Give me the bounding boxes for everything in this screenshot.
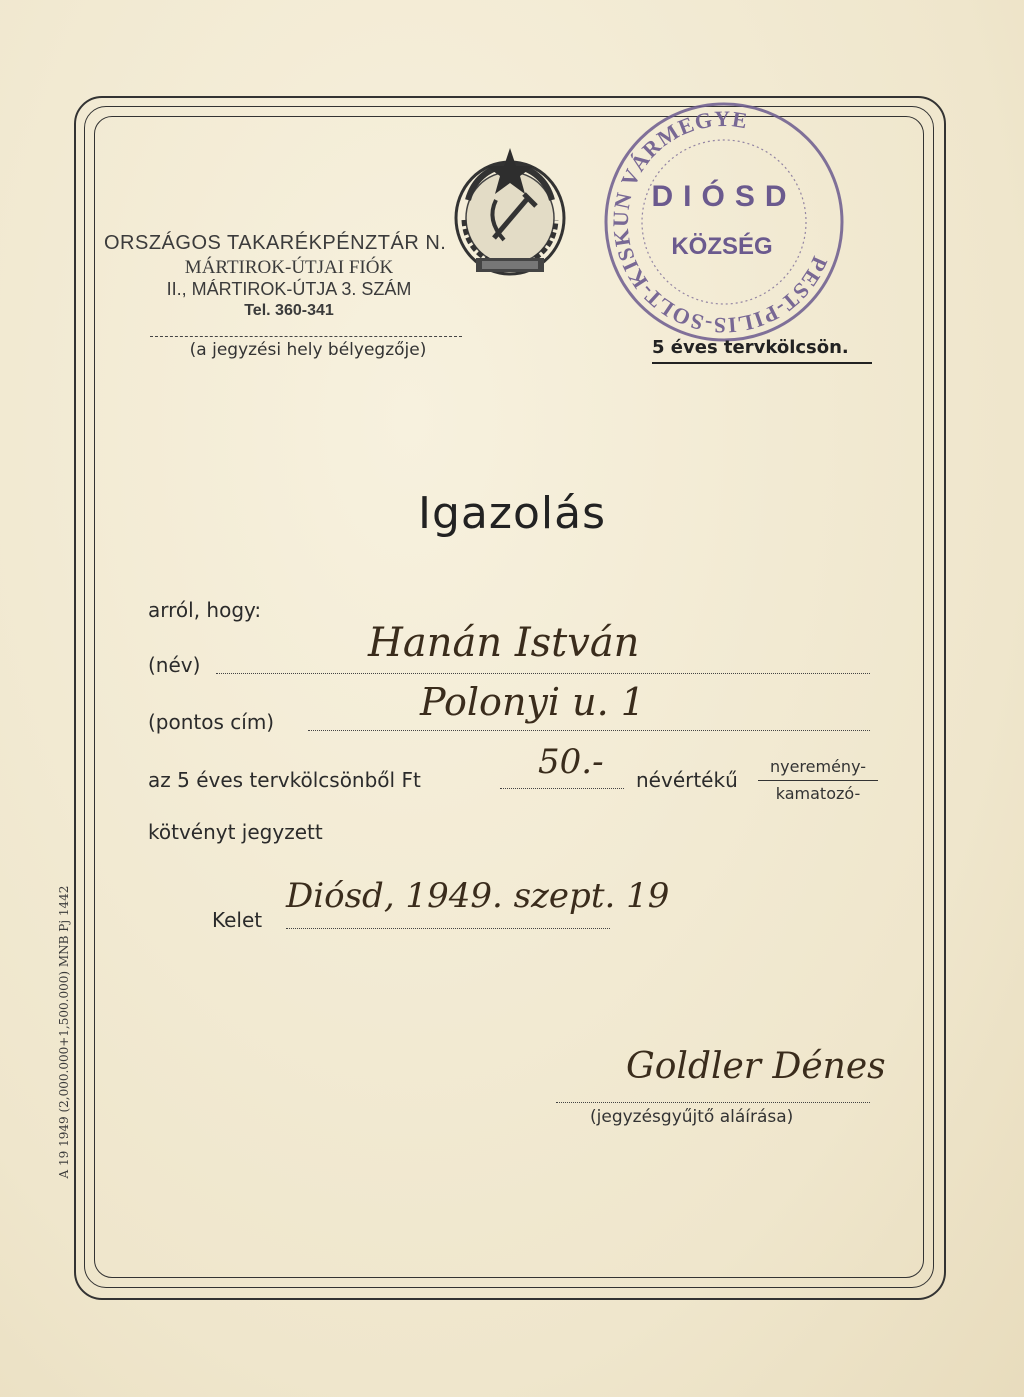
village-seal-stamp: [598, 96, 850, 348]
name-value: Hanán István: [368, 620, 640, 666]
bank-stamp-line1: ORSZÁGOS TAKARÉKPÉNZTÁR N.: [104, 232, 447, 254]
bond-label: kötvényt jegyzett: [148, 820, 323, 844]
signature-dotted-line: [556, 1102, 870, 1103]
seal-ring-text: PEST-PILIS-SOLT-KISKUN VÁRMEGYE: [607, 105, 833, 339]
address-dotted-line: [308, 730, 870, 731]
date-dotted-line: [286, 928, 610, 929]
signature-value: Goldler Dénes: [626, 1046, 886, 1087]
name-dotted-line: [216, 673, 870, 674]
bank-stamp-line4: Tel. 360-341: [244, 302, 334, 319]
amount-label: az 5 éves tervkölcsönből Ft: [148, 768, 421, 792]
page-title: Igazolás: [418, 488, 606, 539]
option-prize: nyeremény-: [758, 757, 878, 781]
stamp-caption: (a jegyzési hely bélyegzője): [189, 340, 427, 360]
bank-stamp: [104, 232, 474, 320]
coat-of-arms-emblem: [446, 140, 574, 282]
bank-stamp-line2: MÁRTIROK-ÚTJAI FIÓK: [184, 257, 394, 278]
date-label: Kelet: [212, 908, 263, 932]
stamp-dashed-line: [150, 336, 462, 337]
intro-label: arról, hogy:: [148, 598, 262, 622]
signature-caption: (jegyzésgyűjtő aláírása): [590, 1107, 794, 1127]
amount-value: 50.-: [538, 742, 604, 782]
option-interest: kamatozó-: [775, 784, 861, 803]
seal-type: KÖZSÉG: [671, 233, 773, 260]
amount-dotted-line: [500, 788, 624, 789]
name-label: (név): [148, 653, 201, 677]
seal-village-name: DIÓSD: [651, 180, 797, 213]
printer-imprint: A 19 1949 (2,000.000+1,500.000) MNB Pj 1442: [57, 885, 71, 1179]
loan-title-underline: [652, 362, 872, 364]
svg-text:PEST-PILIS-SOLT-KISKUN VÁRMEGY: [608, 106, 833, 338]
loan-title: 5 éves tervkölcsön.: [652, 337, 849, 358]
address-label: (pontos cím): [148, 710, 275, 734]
bond-type-options: [758, 757, 878, 803]
date-value: Diósd, 1949. szept. 19: [286, 876, 670, 916]
address-value: Polonyi u. 1: [420, 680, 645, 724]
nominal-label: névértékű: [636, 768, 738, 792]
bank-stamp-line3: II., MÁRTIROK-ÚTJA 3. SZÁM: [166, 279, 412, 299]
